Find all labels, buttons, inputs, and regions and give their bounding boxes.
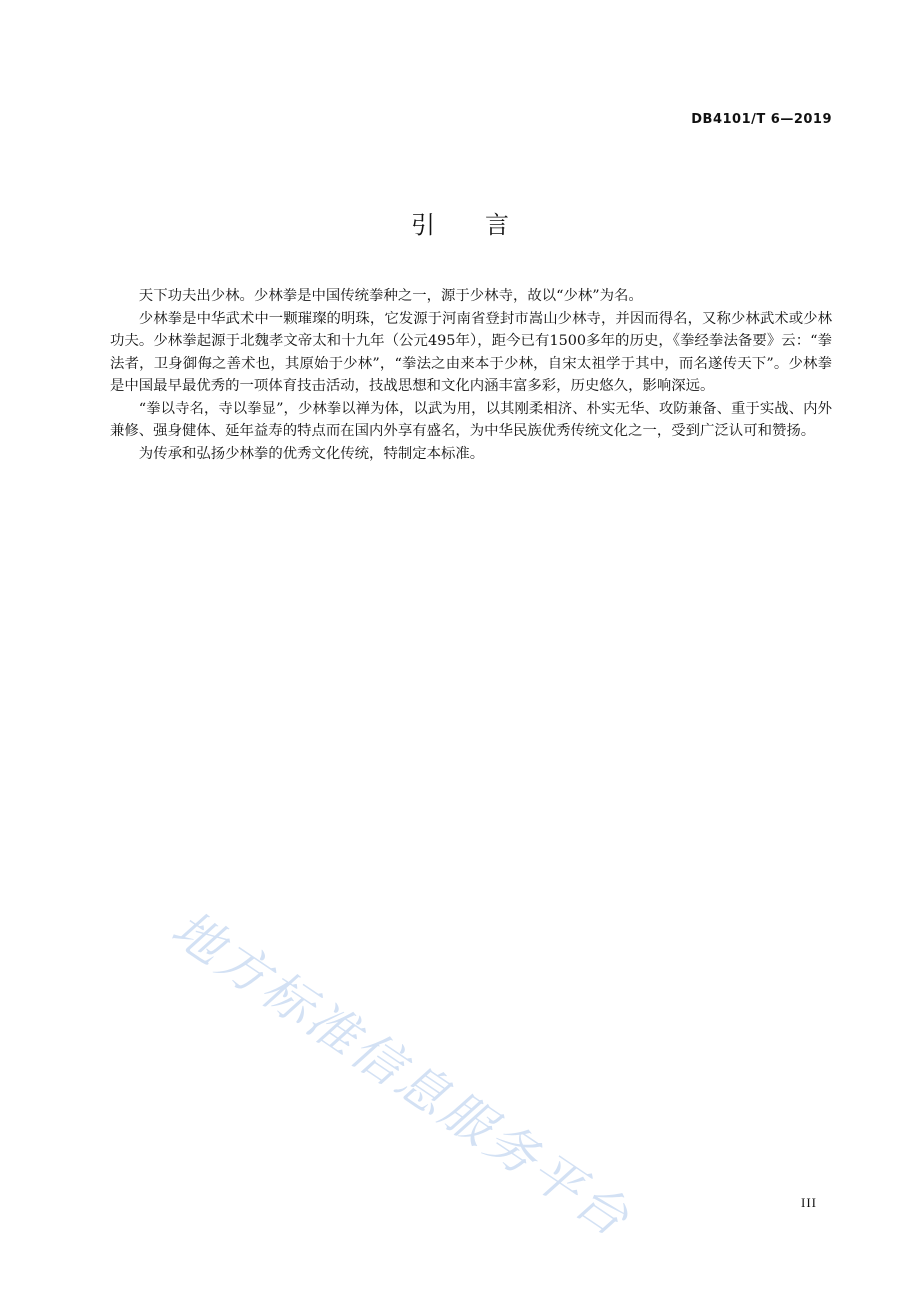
paragraph-2: 少林拳是中华武术中一颗璀璨的明珠，它发源于河南省登封市嵩山少林寺，并因而得名，又称少林武术或少林功夫。少林拳起源于北魏孝文帝太和十九年（公元495年），距今已有1500多年的历史，《拳经拳法备要》云：“拳法者，卫身御侮之善术也，其原始于少林”，“拳法之由来本于少林，自宋太祖学于其中，而名遂传天下”。少林拳是中国最早最优秀的一项体育技击活动，技战思想和文化内涵丰富多彩，历史悠久，影响深远。 bbox=[110, 310, 832, 394]
document-code: DB4101/T 6—2019 bbox=[691, 112, 832, 127]
page-number: III bbox=[801, 1195, 817, 1210]
watermark: 地方标准信息服务平台 bbox=[161, 899, 642, 1250]
paragraph-3: “拳以寺名，寺以拳显”，少林拳以禅为体，以武为用，以其刚柔相济、朴实无华、攻防兼备、重于实战、内外兼修、强身健体、延年益寿的特点而在国内外享有盛名，为中华民族优秀传统文化之一，受到广泛认可和赞扬。 bbox=[110, 400, 832, 439]
page-title: 引言 bbox=[411, 211, 559, 239]
paragraph-1: 天下功夫出少林。少林拳是中国传统拳种之一，源于少林寺，故以“少林”为名。 bbox=[138, 288, 643, 304]
paragraph-4: 为传承和弘扬少林拳的优秀文化传统，特制定本标准。 bbox=[138, 445, 485, 462]
introduction-body bbox=[110, 285, 832, 465]
